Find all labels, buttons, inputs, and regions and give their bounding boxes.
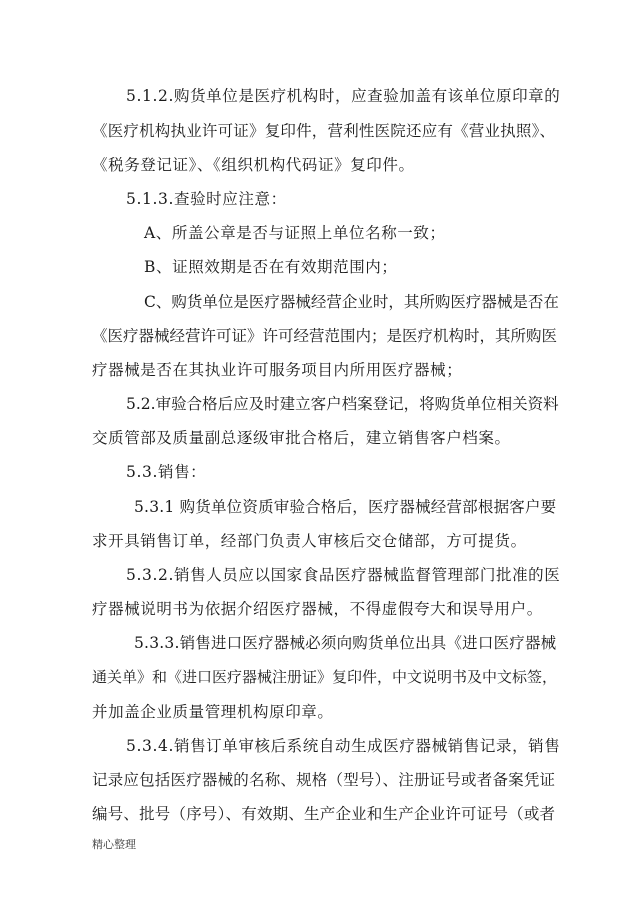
text-line: 5.1.2.购货单位是医疗机构时，应查验加盖有该单位原印章的 bbox=[126, 87, 561, 105]
text-line: C、购货单位是医疗器械经营企业时，其所购医疗器械是否在 bbox=[144, 293, 559, 311]
text-line: 编号、批号（序号）、有效期、生产企业和生产企业许可证号（或者 bbox=[92, 805, 556, 823]
page-footer: 精心整理 bbox=[92, 838, 136, 851]
text-line: 5.2.审验合格后应及时建立客户档案登记，将购货单位相关资料 bbox=[126, 395, 559, 413]
text-line: 5.3.3.销售进口医疗器械必须向购货单位出具《进口医疗器械 bbox=[134, 634, 557, 652]
text-line: 疗器械说明书为依据介绍医疗器械，不得虚假夸大和误导用户。 bbox=[92, 600, 543, 618]
text-line: 5.3.1 购货单位资质审验合格后，医疗器械经营部根据客户要 bbox=[134, 498, 557, 516]
text-line: B、证照效期是否在有效期范围内； bbox=[144, 258, 398, 276]
text-line: 求开具销售订单，经部门负责人审核后交仓储部，方可提货。 bbox=[92, 532, 527, 550]
text-line: A、所盖公章是否与证照上单位名称一致； bbox=[144, 224, 446, 242]
text-line: 《税务登记证》、《组织机构代码证》复印件。 bbox=[92, 156, 415, 174]
text-line: 5.3.4.销售订单审核后系统自动生成医疗器械销售记录，销售 bbox=[126, 737, 561, 755]
text-line: 《医疗机构执业许可证》复印件，营利性医院还应有《营业执照》、 bbox=[92, 122, 556, 140]
text-line: 通关单》和《进口医疗器械注册证》复印件，中文说明书及中文标签， bbox=[92, 668, 558, 686]
text-line: 疗器械是否在其执业许可服务项目内所用医疗器械； bbox=[92, 361, 463, 379]
text-line: 5.3.销售： bbox=[126, 463, 207, 481]
text-line: 并加盖企业质量管理机构原印章。 bbox=[92, 703, 334, 721]
text-line: 5.1.3.查验时应注意： bbox=[126, 190, 287, 208]
text-line: 5.3.2.销售人员应以国家食品医疗器械监督管理部门批准的医 bbox=[126, 566, 561, 584]
text-line: 记录应包括医疗器械的名称、规格（型号）、注册证号或者备案凭证 bbox=[92, 771, 556, 789]
text-line: 交质管部及质量副总逐级审批合格后，建立销售客户档案。 bbox=[92, 429, 511, 447]
text-line: 《医疗器械经营许可证》许可经营范围内；是医疗机构时，其所购医 bbox=[92, 327, 558, 345]
